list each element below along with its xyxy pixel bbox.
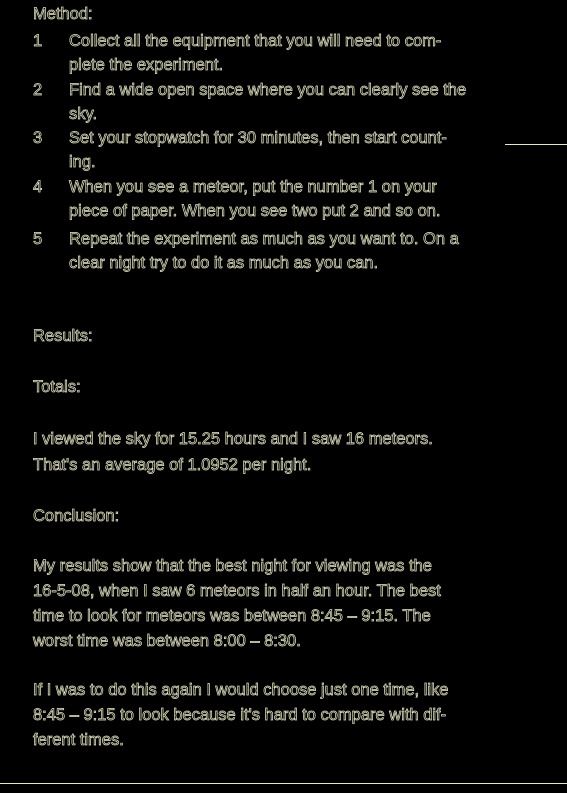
step-text-line: sky. <box>69 105 98 123</box>
step-number: 1 <box>33 32 43 50</box>
step-text-line: clear night try to do it as much as you can. <box>69 254 379 272</box>
step-text-line: plete the experiment. <box>69 56 224 74</box>
step-text-line: ing. <box>69 153 96 171</box>
step-text-line: Repeat the experiment as much as you want to. On a <box>69 230 459 248</box>
conclusion-line: ferent times. <box>33 731 124 749</box>
step-number: 2 <box>33 81 43 99</box>
step-text-line: Set your stopwatch for 30 minutes, then start count- <box>69 129 447 147</box>
results-heading: Results: <box>33 327 93 345</box>
totals-line: That's an average of 1.0952 per night. <box>33 456 312 474</box>
step-text-line: Collect all the equipment that you will need to com- <box>69 32 442 50</box>
step-number: 5 <box>33 230 43 248</box>
conclusion-heading: Conclusion: <box>33 507 120 525</box>
conclusion-line: time to look for meteors was between 8:45 – 9:15. The <box>33 607 431 625</box>
conclusion-line: If I was to do this again I would choose just one time, like <box>33 681 449 699</box>
conclusion-line: 16-5-08, when I saw 6 meteors in half an hour. The best <box>33 582 441 600</box>
conclusion-line: 8:45 – 9:15 to look because it's hard to compare with dif- <box>33 706 447 724</box>
step-number: 3 <box>33 129 43 147</box>
step-text-line: Find a wide open space where you can clearly see the <box>69 81 467 99</box>
step-text-line: piece of paper. When you see two put 2 and so on. <box>69 202 441 220</box>
step-number: 4 <box>33 178 43 196</box>
step-text-line: When you see a meteor, put the number 1 on your <box>69 178 437 196</box>
margin-rule <box>505 144 567 145</box>
conclusion-line: My results show that the best night for viewing was the <box>33 557 432 575</box>
bottom-rule <box>0 783 567 784</box>
totals-line: I viewed the sky for 15.25 hours and I saw 16 meteors. <box>33 430 433 448</box>
method-heading: Method: <box>33 5 93 23</box>
totals-heading: Totals: <box>33 378 81 396</box>
conclusion-line: worst time was between 8:00 – 8:30. <box>33 632 301 650</box>
